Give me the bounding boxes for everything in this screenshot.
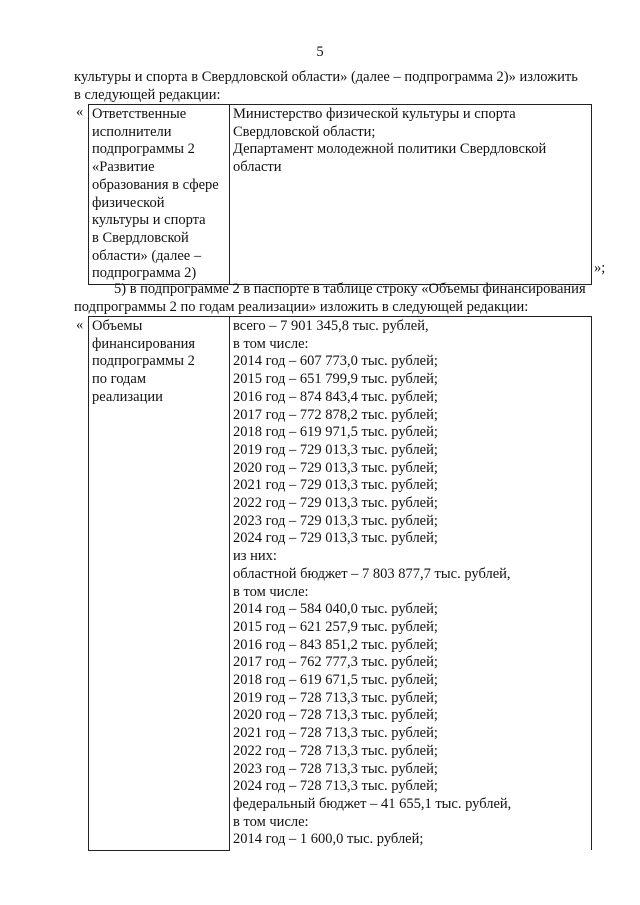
funding-line: 2020 год – 728 713,3 тыс. рублей; bbox=[233, 707, 438, 724]
cell-line: в Свердловской bbox=[92, 229, 189, 246]
funding-volume-table bbox=[88, 316, 592, 851]
paragraph-line bbox=[74, 281, 614, 299]
funding-line: федеральный бюджет – 41 655,1 тыс. рублей, bbox=[233, 795, 512, 812]
cell-line: Объемы bbox=[92, 318, 143, 334]
cell-line: подпрограмма 2) bbox=[92, 265, 197, 282]
funding-line: 2023 год – 729 013,3 тыс. рублей; bbox=[233, 512, 438, 529]
row-label-cell bbox=[89, 105, 230, 285]
paragraph-5 bbox=[74, 281, 614, 316]
cell-line: Министерство физической культуры и спорта bbox=[233, 106, 516, 122]
funding-line: 2023 год – 728 713,3 тыс. рублей; bbox=[233, 760, 438, 777]
funding-line: 2018 год – 619 671,5 тыс. рублей; bbox=[233, 672, 438, 689]
table-row bbox=[89, 317, 592, 851]
funding-line: 2017 год – 772 878,2 тыс. рублей; bbox=[233, 406, 438, 423]
funding-line: в том числе: bbox=[233, 335, 309, 352]
paragraph-text: 5) в подпрограмме 2 в паспорте в таблице строку «Объемы финансирования bbox=[114, 281, 586, 297]
cell-line: по годам bbox=[92, 371, 147, 388]
funding-line: 2015 год – 651 799,9 тыс. рублей; bbox=[233, 371, 438, 388]
intro-paragraph bbox=[74, 69, 614, 104]
cell-line: «Развитие bbox=[92, 159, 155, 176]
funding-line: 2016 год – 874 843,4 тыс. рублей; bbox=[233, 388, 438, 405]
funding-line: в том числе: bbox=[233, 583, 309, 600]
cell-line: финансирования bbox=[92, 335, 196, 352]
funding-line: 2020 год – 729 013,3 тыс. рублей; bbox=[233, 459, 438, 476]
open-quote-mark: « bbox=[76, 317, 84, 333]
funding-line: 2018 год – 619 971,5 тыс. рублей; bbox=[233, 424, 438, 441]
cell-line: Департамент молодежной политики Свердловской bbox=[233, 141, 547, 158]
funding-line: 2021 год – 729 013,3 тыс. рублей; bbox=[233, 477, 438, 494]
funding-line: 2019 год – 729 013,3 тыс. рублей; bbox=[233, 441, 438, 458]
cell-line: Ответственные bbox=[92, 106, 187, 122]
cell-line: культуры и спорта bbox=[92, 212, 206, 229]
cell-line: исполнители bbox=[92, 123, 172, 140]
cell-line: подпрограммы 2 bbox=[92, 141, 195, 158]
funding-line: 2019 год – 728 713,3 тыс. рублей; bbox=[233, 689, 438, 706]
row-label-cell bbox=[89, 317, 230, 851]
funding-line: 2016 год – 843 851,2 тыс. рублей; bbox=[233, 636, 438, 653]
close-quote-mark: »; bbox=[594, 260, 606, 276]
funding-line: 2021 год – 728 713,3 тыс. рублей; bbox=[233, 725, 438, 742]
funding-line: 2024 год – 728 713,3 тыс. рублей; bbox=[233, 778, 438, 795]
funding-line: 2014 год – 1 600,0 тыс. рублей; bbox=[233, 831, 424, 848]
funding-line: областной бюджет – 7 803 877,7 тыс. рублей, bbox=[233, 565, 511, 582]
funding-line: 2017 год – 762 777,3 тыс. рублей; bbox=[233, 654, 438, 671]
cell-line: физической bbox=[92, 194, 165, 211]
funding-line: 2015 год – 621 257,9 тыс. рублей; bbox=[233, 618, 438, 635]
funding-line: 2022 год – 728 713,3 тыс. рублей; bbox=[233, 742, 438, 759]
funding-line: всего – 7 901 345,8 тыс. рублей, bbox=[233, 318, 429, 334]
funding-line: 2014 год – 607 773,0 тыс. рублей; bbox=[233, 353, 438, 370]
open-quote-mark: « bbox=[76, 104, 84, 120]
cell-line: образования в сфере bbox=[92, 176, 219, 193]
table-row bbox=[89, 105, 592, 285]
funding-line: из них: bbox=[233, 548, 277, 565]
intro-line: культуры и спорта в Свердловской области» (далее – подпрограмма 2)» изложить bbox=[74, 69, 578, 85]
responsible-executors-table bbox=[88, 104, 592, 285]
page-number: 5 bbox=[316, 44, 324, 60]
cell-line: Свердловской области; bbox=[233, 123, 376, 140]
cell-line: реализации bbox=[92, 388, 163, 405]
row-value-cell bbox=[230, 105, 592, 285]
funding-line: в том числе: bbox=[233, 813, 309, 830]
funding-line: 2024 год – 729 013,3 тыс. рублей; bbox=[233, 530, 438, 547]
funding-line: 2014 год – 584 040,0 тыс. рублей; bbox=[233, 601, 438, 618]
row-value-cell bbox=[230, 317, 592, 851]
cell-line: области» (далее – bbox=[92, 247, 202, 264]
cell-line: области bbox=[233, 159, 282, 176]
cell-line: подпрограммы 2 bbox=[92, 353, 195, 370]
funding-line: 2022 год – 729 013,3 тыс. рублей; bbox=[233, 495, 438, 512]
paragraph-line: подпрограммы 2 по годам реализации» изложить в следующей редакции: bbox=[74, 298, 529, 315]
intro-line: в следующей редакции: bbox=[74, 86, 221, 103]
